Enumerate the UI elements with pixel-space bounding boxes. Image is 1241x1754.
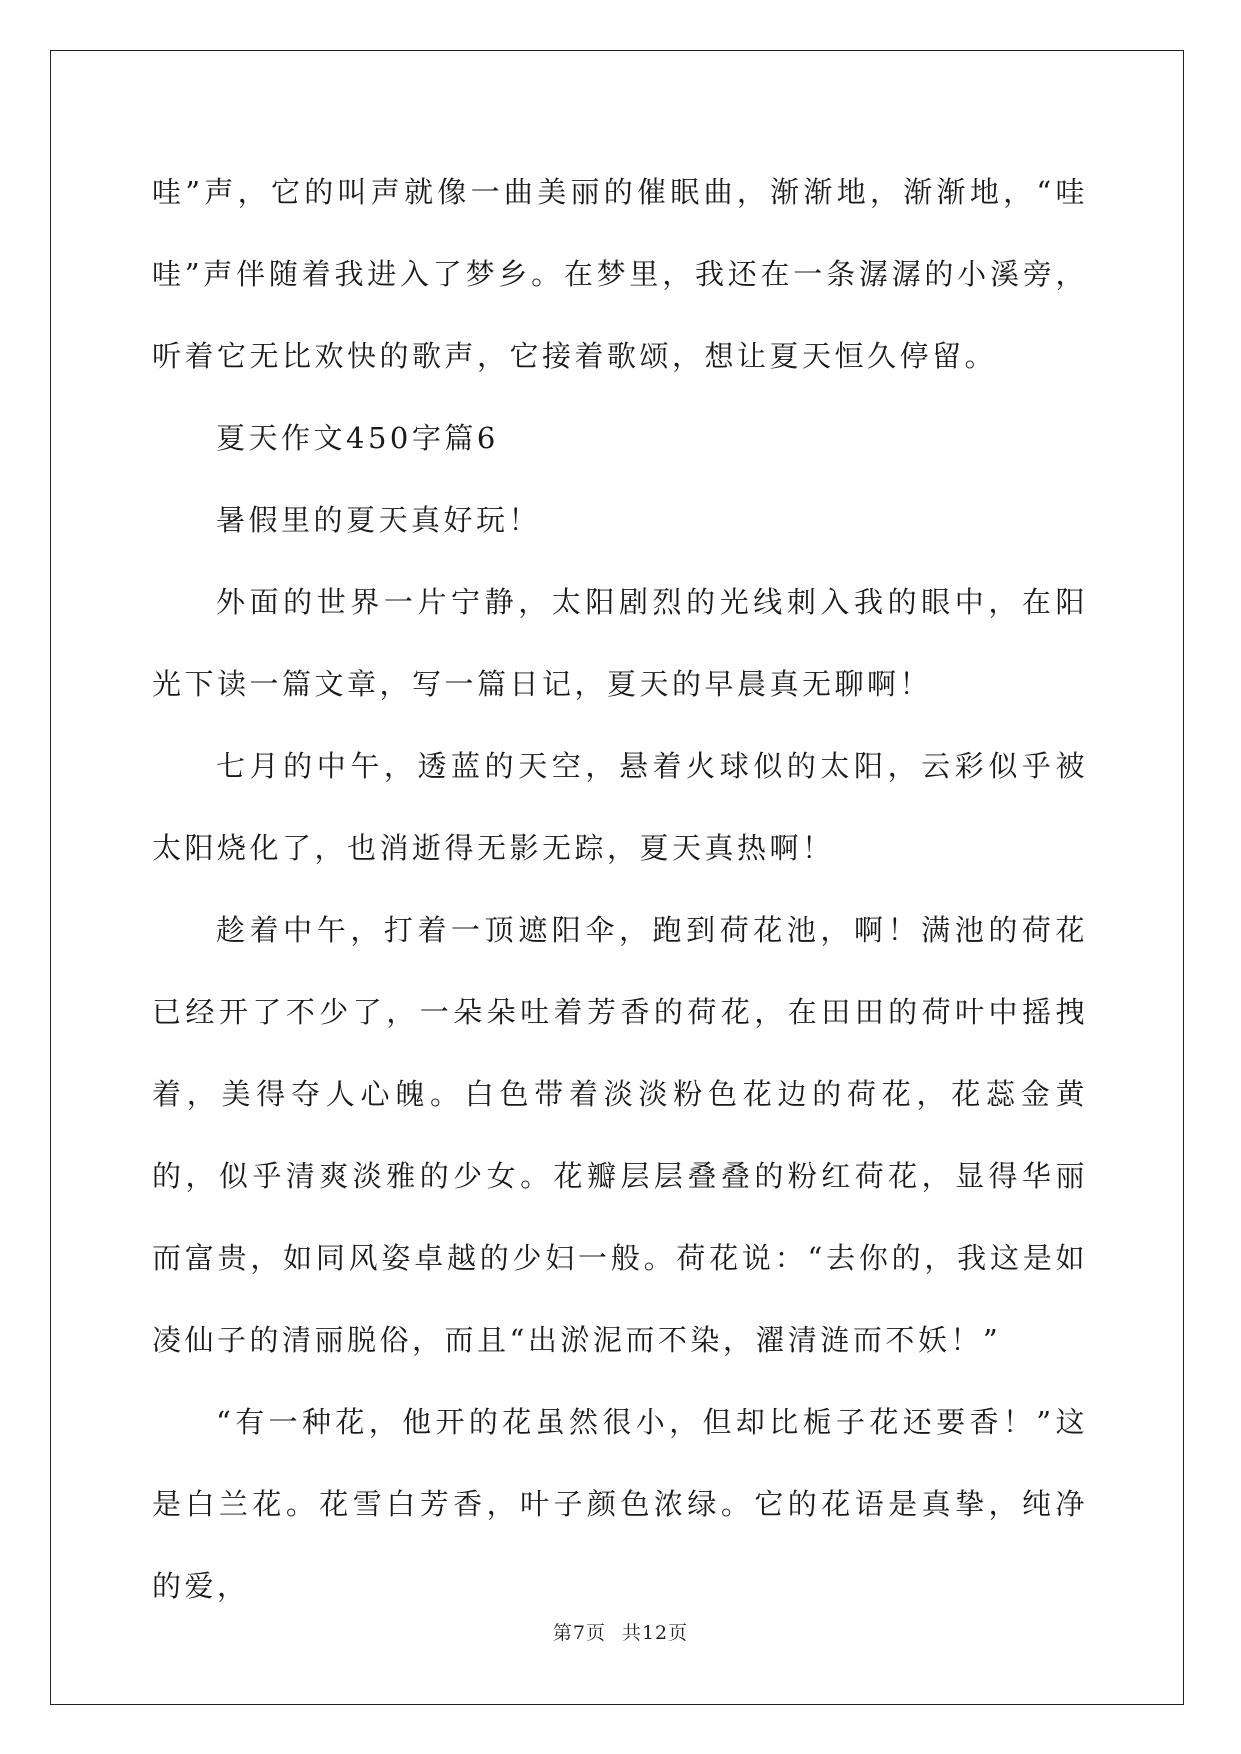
document-body: [152, 151, 1088, 1627]
paragraph-1: 哇”声，它的叫声就像一曲美丽的催眠曲，渐渐地，渐渐地，“哇哇”声伴随着我进入了梦乡。在梦里，我还在一条潺潺的小溪旁，听着它无比欢快的歌声，它接着歌颂，想让夏天恒久停留。: [152, 175, 1088, 373]
paragraph-5: 趁着中午，打着一顶遮阳伞，跑到荷花池，啊！满池的荷花已经开了不少了，一朵朵吐着芳香的荷花，在田田的荷叶中摇拽着，美得夺人心魄。白色带着淡淡粉色花边的荷花，花蕊金黄的，似乎清爽淡雅的少女。花瓣层层叠叠的粉红荷花，显得华丽而富贵，如同风姿卓越的少妇一般。荷花说：“去你的，我这是如凌仙子的清丽脱俗，而且“出淤泥而不染，濯清涟而不妖！”: [152, 913, 1088, 1357]
paragraph-2: 暑假里的夏天真好玩！: [216, 503, 542, 537]
current-page-number: 第7页: [552, 1622, 606, 1644]
total-pages: 共12页: [621, 1622, 689, 1644]
paragraph-3: 外面的世界一片宁静，太阳剧烈的光线刺入我的眼中，在阳光下读一篇文章，写一篇日记，夏天的早晨真无聊啊！: [152, 585, 1088, 701]
paragraph-4: 七月的中午，透蓝的天空，悬着火球似的太阳，云彩似乎被太阳烧化了，也消逝得无影无踪，夏天真热啊！: [152, 749, 1088, 865]
paragraph-6: “有一种花，他开的花虽然很小，但却比栀子花还要香！”这是白兰花。花雪白芳香，叶子颜色浓绿。它的花语是真挚，纯净的爱，: [152, 1405, 1088, 1603]
page-footer: [0, 1618, 1241, 1645]
section-heading: 夏天作文450字篇6: [216, 421, 499, 455]
